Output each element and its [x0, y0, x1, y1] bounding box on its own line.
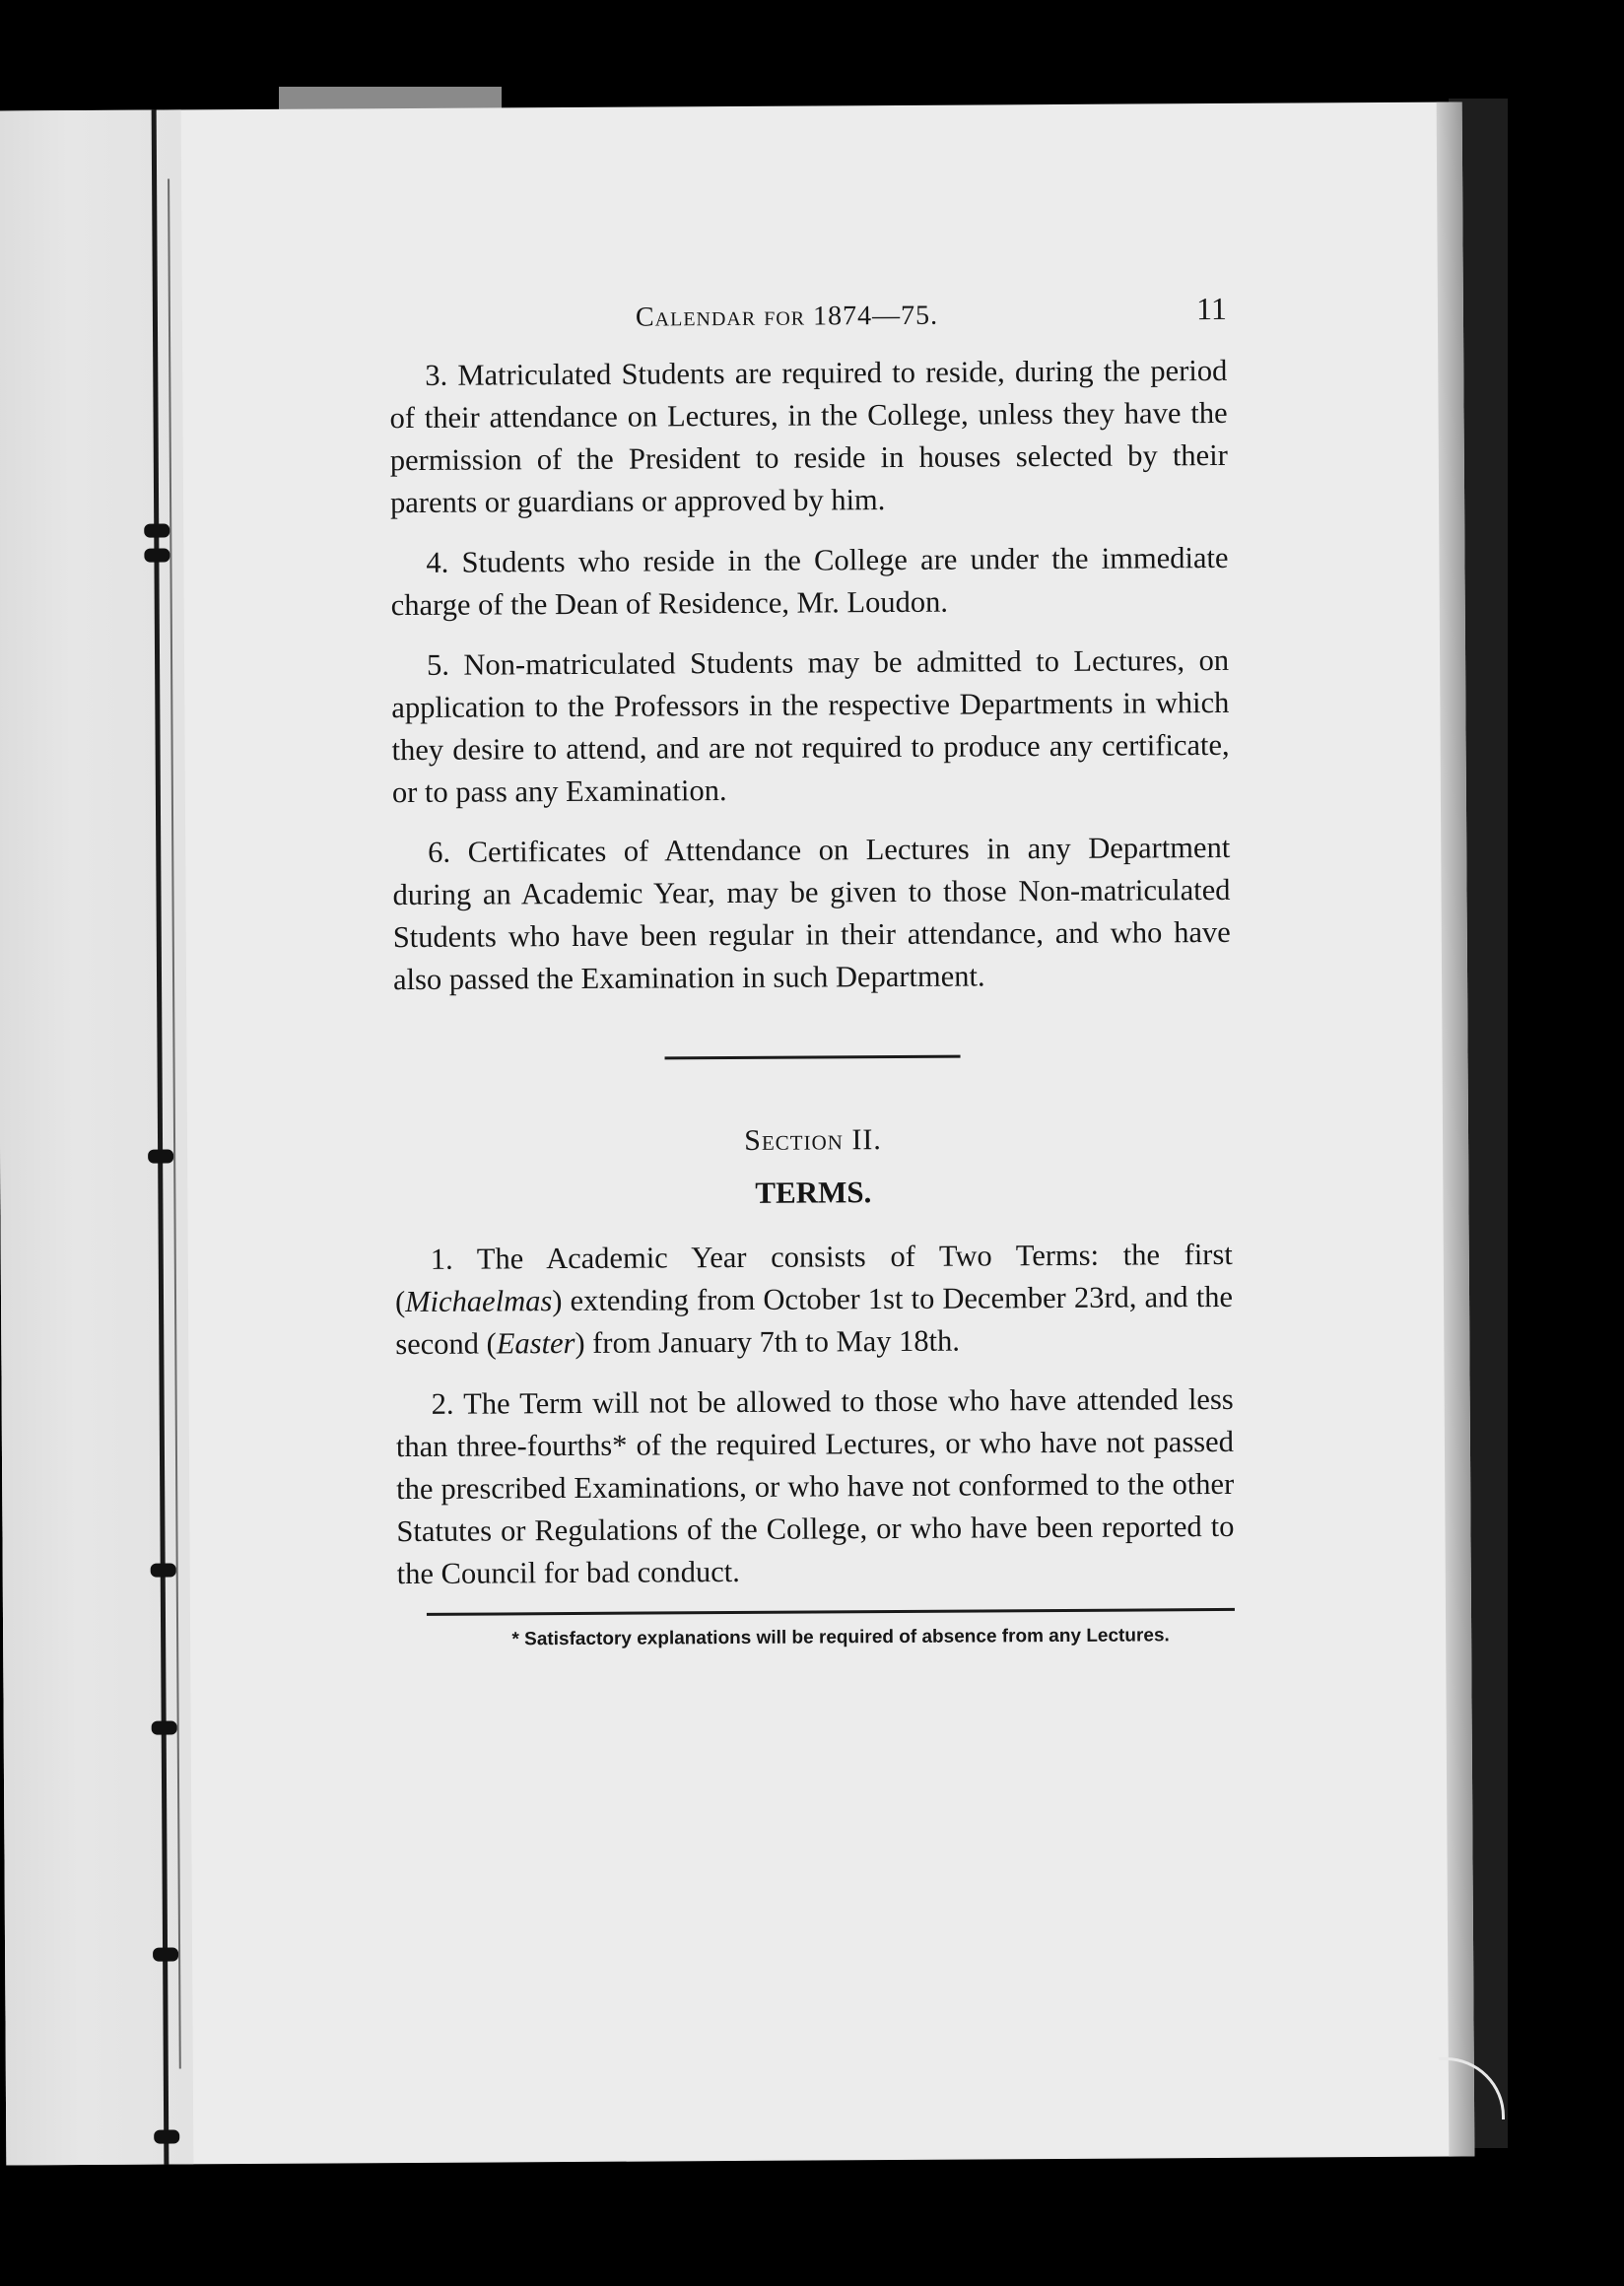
footnote-rule: [427, 1608, 1235, 1616]
terms-paragraph-1-text-a: The Academic Year consists of Two Terms: the first (: [394, 1237, 1233, 1319]
paragraph-4: 4. Students who reside in the College are under the immediate charge of the Dean of Residence, Mr. Loudon.: [390, 540, 1229, 623]
page-content: [389, 291, 1235, 1651]
binding-stitch: [144, 523, 169, 537]
scan-strip: [279, 87, 502, 110]
paragraph-3: 3. Matriculated Students are required to reside, during the period of their attendance on Lectures, in the College, unless they have the permission of the President to reside in houses selected by their parents or guardians or approved by him.: [389, 353, 1228, 520]
binding-stitch: [153, 1947, 178, 1961]
binding-stitch: [152, 1720, 177, 1734]
terms-title: TERMS.: [755, 1175, 872, 1210]
running-title: Calendar for 1874—75.: [635, 300, 939, 333]
book-page: [0, 101, 1474, 2165]
terms-paragraph-1: [395, 1234, 1234, 1366]
terms-paragraph-2-text: The Term will not be allowed to those who have attended less than three-fourths* of the required Lectures, or who have not passed the prescribed Examinations, or who have not conformed to the other Statutes or Regulations of the College, or who have been reported to the Council for bad conduct.: [395, 1381, 1235, 1591]
term-name-easter: Easter: [496, 1325, 575, 1361]
binding-stitch: [148, 1149, 173, 1163]
binding-stitch: [144, 548, 169, 562]
binding-stitch: [154, 2129, 179, 2143]
terms-paragraph-1-number: 1.: [430, 1242, 453, 1276]
paragraph-5: 5. Non-matriculated Students may be admitted to Lectures, on application to the Professors in the respective Departments in which they desire to attend, and are not required to produce any certificate, or to pass any Examination.: [391, 642, 1230, 810]
term-name-michaelmas: Michaelmas: [405, 1284, 553, 1319]
paragraph-6: 6. Certificates of Attendance on Lectures in any Department during an Academic Year, may be given to those Non-matriculated Students who have been regular in their attendance, and who have also passed the Examination in such Department.: [392, 830, 1231, 997]
running-head: [389, 291, 1227, 355]
footnote: * Satisfactory explanations will be required of absence from any Lectures.: [511, 1625, 1170, 1650]
section-heading: Section II.: [744, 1123, 882, 1157]
terms-paragraph-2-number: 2.: [431, 1386, 454, 1421]
binding-stitch: [151, 1563, 176, 1577]
terms-paragraph-2: [396, 1378, 1235, 1595]
terms-paragraph-1-text-c: ) from January 7th to May 18th.: [575, 1323, 961, 1360]
section-divider: [665, 1055, 961, 1060]
page-number: 11: [1195, 290, 1228, 327]
terms-paragraph-1-text-b: ) extending from October 1st to December 23rd, and the second (: [395, 1279, 1234, 1362]
